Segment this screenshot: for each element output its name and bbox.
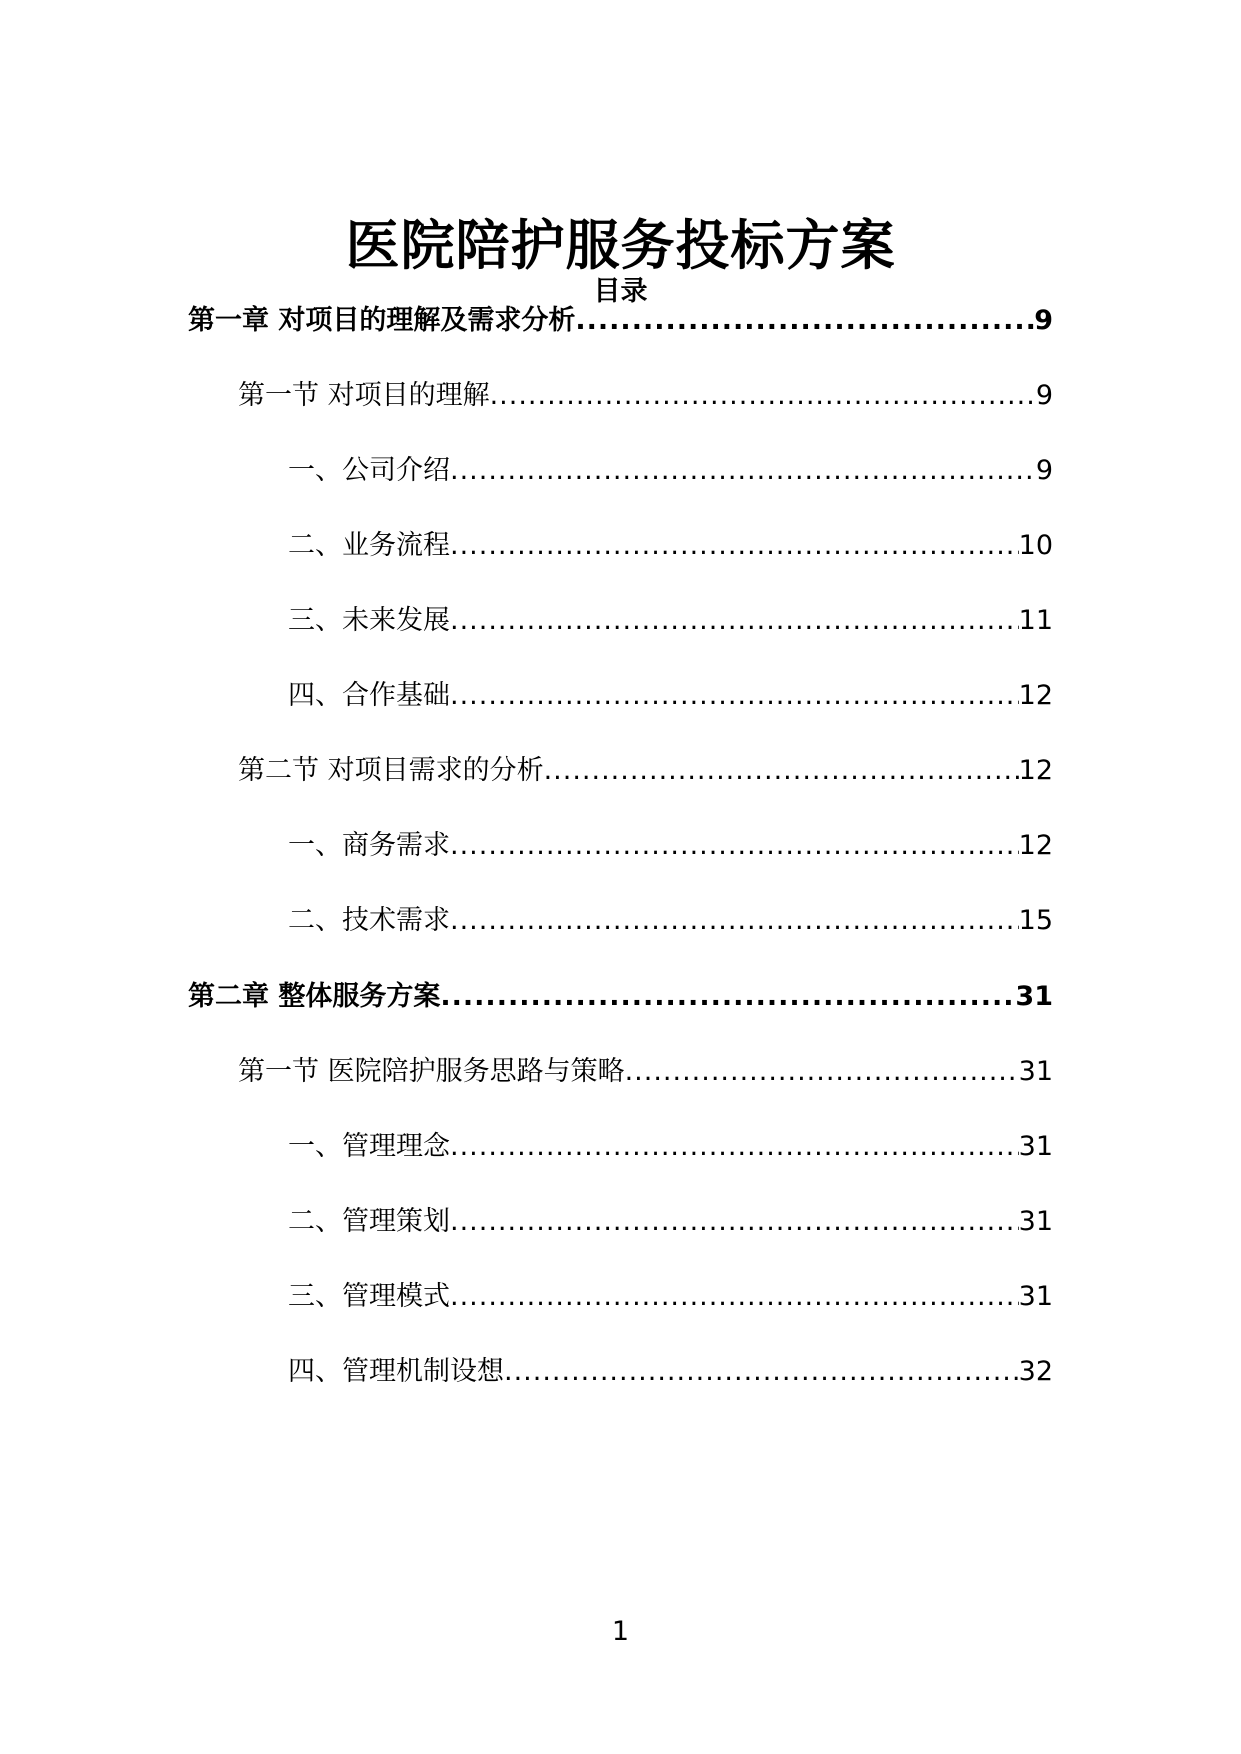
toc-entry-text: 三、未来发展 [288,605,450,636]
toc-entry-page: 12 [1018,830,1053,861]
toc-entry-text: 一、管理理念 [288,1131,450,1162]
toc-entry-page: 31 [1018,1281,1053,1312]
toc-entry-page: 12 [1018,755,1053,786]
toc-entry-page: 31 [1018,1131,1053,1162]
toc-dot-leader [490,376,1036,416]
toc-entry-chapter-2[interactable] [188,977,1053,1017]
toc-entry-page: 10 [1018,530,1053,561]
toc-entry-text: 第一章 对项目的理解及需求分析 [188,305,576,336]
toc-entry-text: 第二节 对项目需求的分析 [238,755,544,786]
toc-entry-text: 二、技术需求 [288,905,450,936]
toc-entry-page: 15 [1018,905,1053,936]
toc-entry-text: 第二章 整体服务方案 [188,981,441,1012]
toc-entry-text: 第一节 对项目的理解 [238,380,490,411]
toc-entry-item[interactable] [288,1127,1053,1167]
toc-entry-item[interactable] [288,526,1053,566]
toc-entry-chapter-1[interactable] [188,301,1053,341]
toc-dot-leader [544,751,1019,791]
toc-dot-leader [450,601,1019,641]
toc-entry-text: 四、合作基础 [288,680,450,711]
toc-entry-item[interactable] [288,1352,1053,1392]
toc-entry-page: 31 [1018,1206,1053,1237]
toc-entry-page: 9 [1035,455,1053,486]
toc-entry-text: 第一节 医院陪护服务思路与策略 [238,1056,625,1087]
toc-entry-text: 四、管理机制设想 [288,1356,504,1387]
toc-entry-item[interactable] [288,601,1053,641]
toc-entry-item[interactable] [288,1202,1053,1242]
toc-entry-page: 9 [1035,380,1053,411]
toc-entry-item[interactable] [288,826,1053,866]
toc-entry-item[interactable] [288,1277,1053,1317]
toc-dot-leader [625,1052,1019,1092]
toc-dot-leader [450,1127,1019,1167]
toc-entry-text: 三、管理模式 [288,1281,450,1312]
toc-entry-page: 9 [1034,305,1053,336]
toc-dot-leader [450,1202,1019,1242]
toc-entry-item[interactable] [288,901,1053,941]
toc-entry-text: 二、业务流程 [288,530,450,561]
toc-dot-leader [575,301,1034,341]
toc-heading: 目录 [593,276,648,307]
toc-dot-leader [450,1277,1019,1317]
toc-entry-section-1-1[interactable] [238,376,1053,416]
toc-entry-item[interactable] [288,451,1053,491]
document-title: 医院陪护服务投标方案 [345,214,896,278]
toc-dot-leader [450,526,1019,566]
toc-dot-leader [440,977,1015,1017]
toc-entry-page: 31 [1018,1056,1053,1087]
toc-dot-leader [450,901,1019,941]
toc-entry-text: 二、管理策划 [288,1206,450,1237]
toc-dot-leader [504,1352,1019,1392]
toc-entry-page: 12 [1018,680,1053,711]
toc-entry-section-1-2[interactable] [238,751,1053,791]
toc-entry-page: 32 [1018,1356,1053,1387]
toc-entry-text: 一、公司介绍 [288,455,450,486]
toc-entry-text: 一、商务需求 [288,830,450,861]
page-number: 1 [611,1616,630,1647]
toc-entry-page: 11 [1018,605,1053,636]
toc-entry-section-2-1[interactable] [238,1052,1053,1092]
toc-entry-page: 31 [1015,981,1053,1012]
toc-dot-leader [450,826,1019,866]
toc-dot-leader [450,676,1019,716]
toc-entry-item[interactable] [288,676,1053,716]
toc-dot-leader [450,451,1036,491]
